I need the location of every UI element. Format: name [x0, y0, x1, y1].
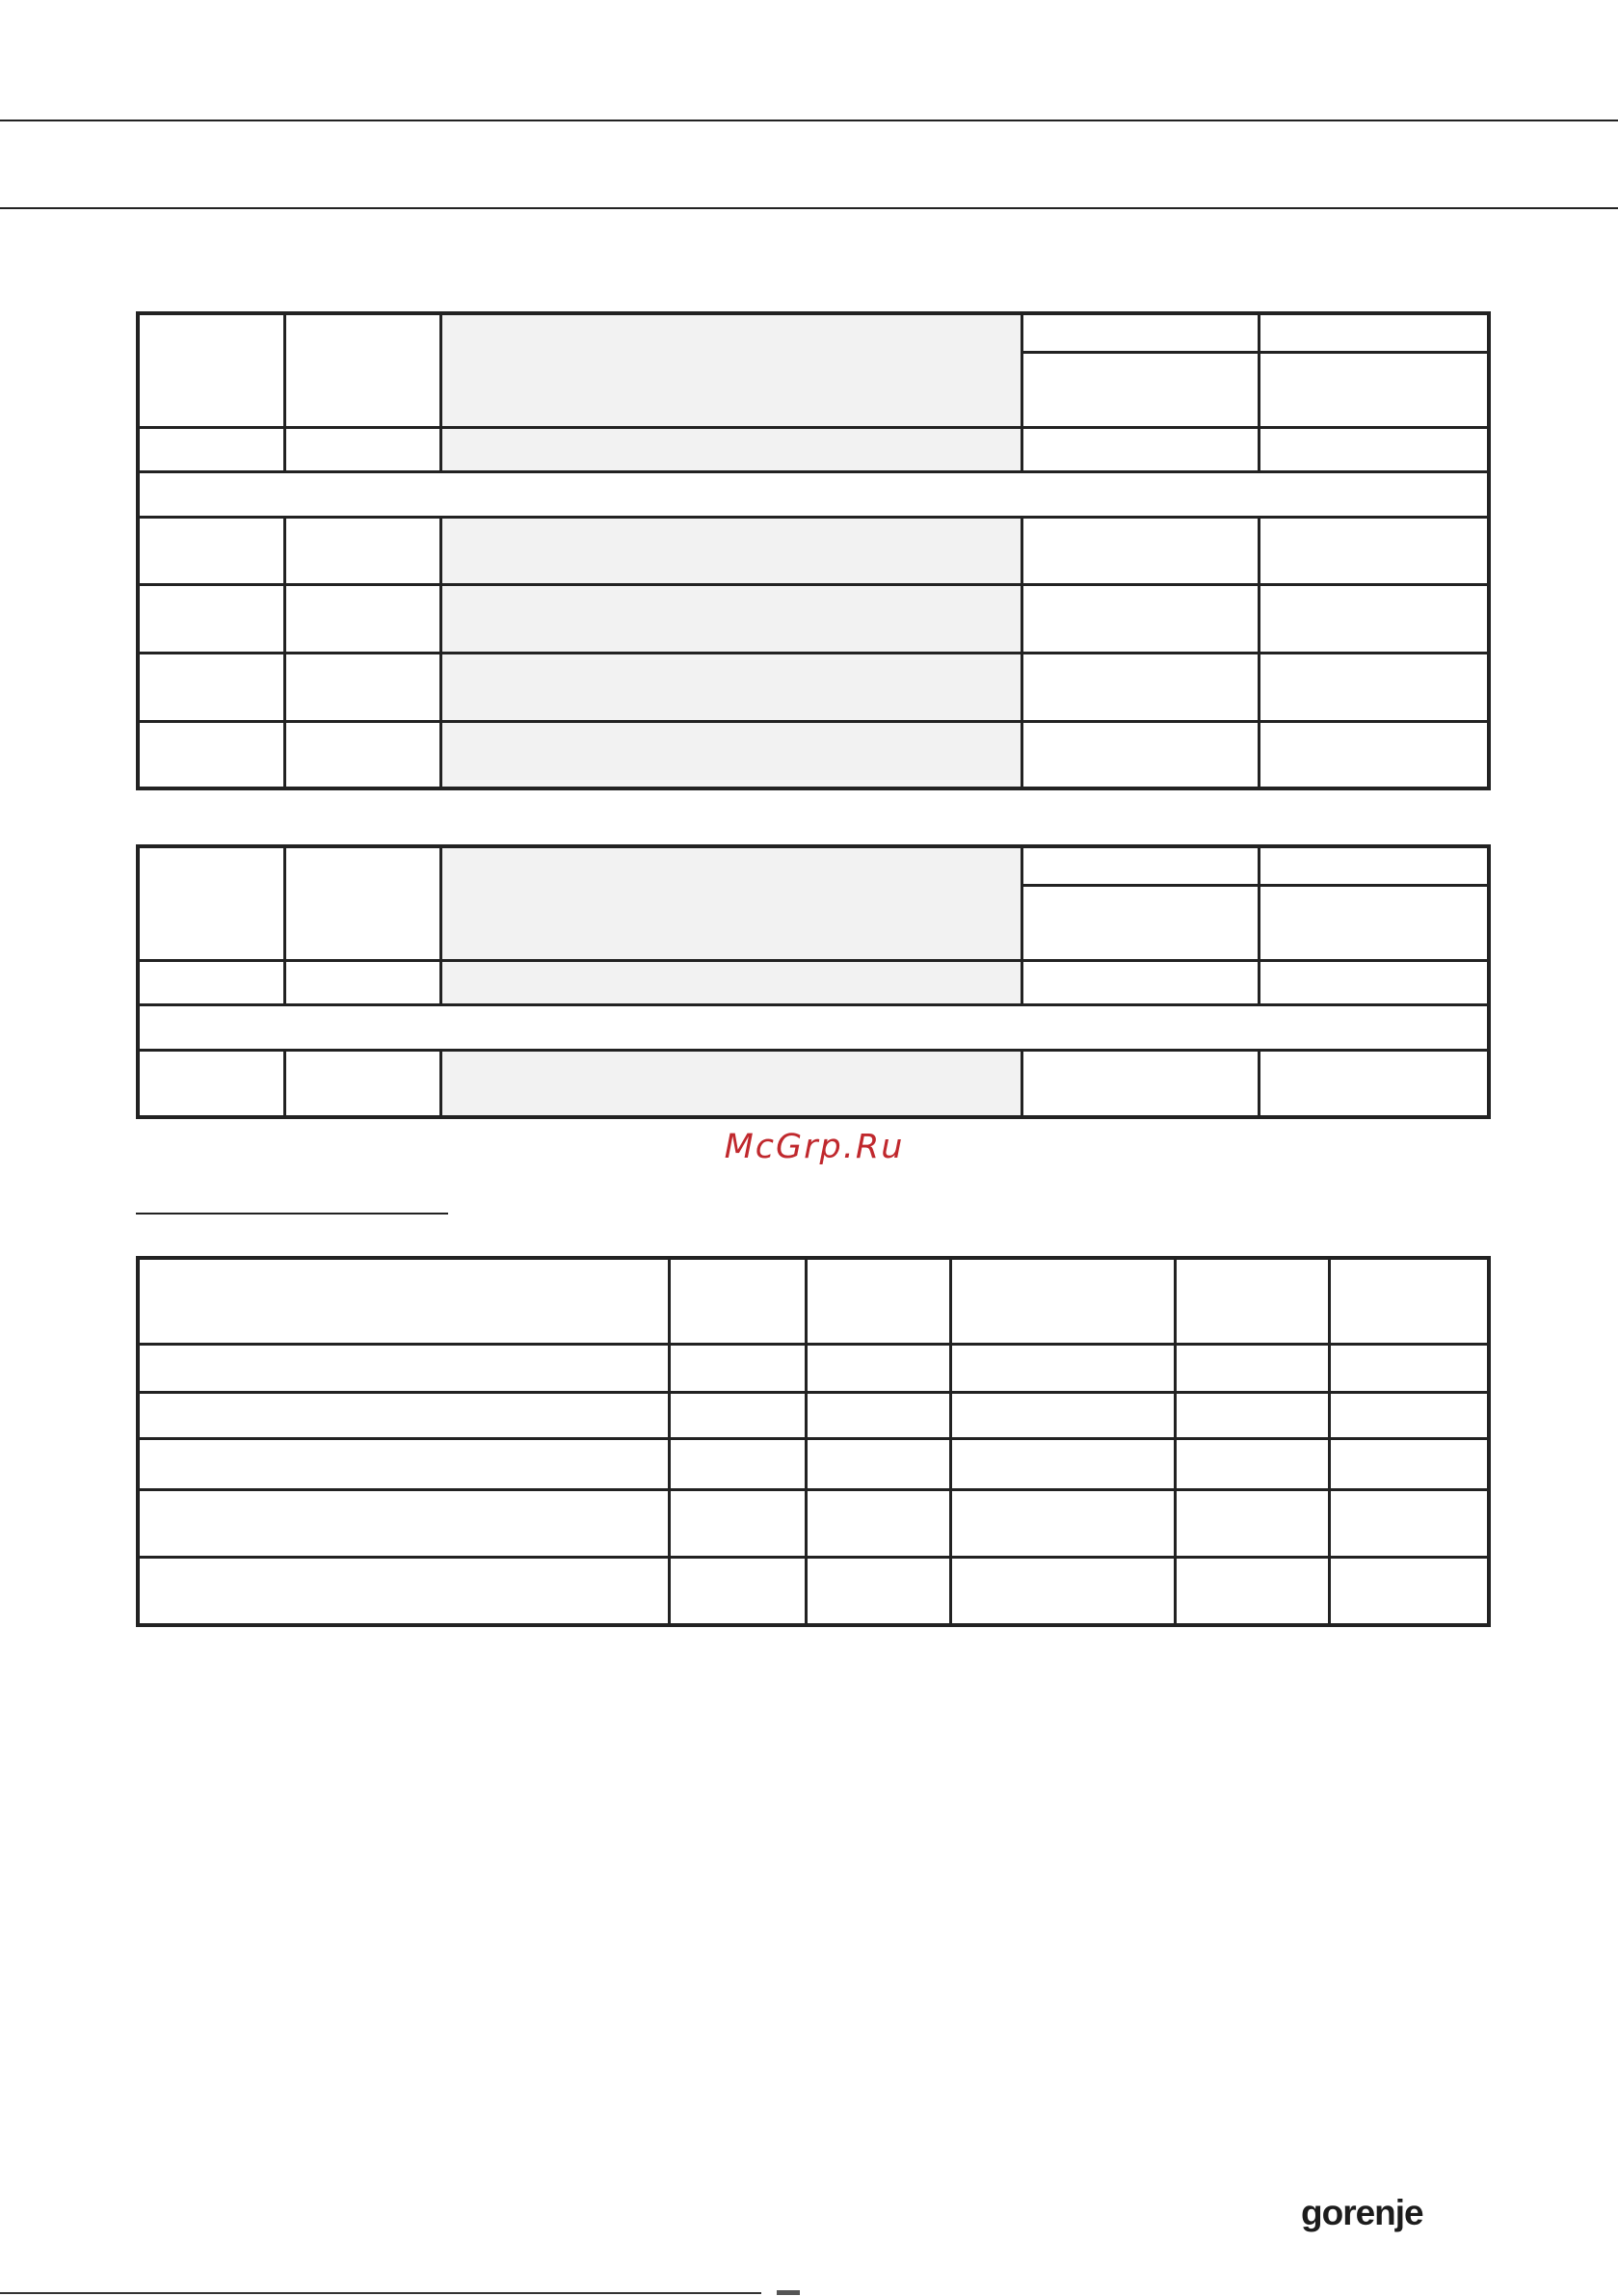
- table-cell: [806, 1344, 950, 1392]
- section-rule: [136, 1213, 448, 1215]
- table-cell: [1021, 885, 1259, 960]
- table-cell: [1021, 721, 1259, 788]
- table-cell: [806, 1258, 950, 1344]
- table-cell: [1259, 960, 1489, 1004]
- table-cell: [1259, 1050, 1489, 1117]
- table-section-cell: [138, 1004, 1489, 1050]
- table-cell: [1175, 1344, 1329, 1392]
- table-cell: [1175, 1438, 1329, 1489]
- table-cell: [440, 653, 1021, 721]
- header-top-rule: [0, 120, 1618, 121]
- table-cell: [950, 1557, 1175, 1625]
- table-cell: [1021, 517, 1259, 584]
- table-cell: [1021, 352, 1259, 427]
- table-row: [138, 960, 1489, 1004]
- table-cell: [138, 653, 284, 721]
- table-cell: [138, 427, 284, 471]
- table-cell: [950, 1344, 1175, 1392]
- table-cell: [1259, 885, 1489, 960]
- brand-logo: gorenje: [1301, 2193, 1423, 2232]
- table-row: [138, 1557, 1489, 1625]
- table-cell: [1259, 846, 1489, 885]
- table-2: [136, 844, 1491, 1119]
- table-cell: [1021, 960, 1259, 1004]
- table-row: [138, 1438, 1489, 1489]
- table-row: [138, 1489, 1489, 1557]
- table-cell: [950, 1258, 1175, 1344]
- table-cell: [1329, 1557, 1489, 1625]
- table-cell: [1021, 1050, 1259, 1117]
- table-cell: [284, 960, 440, 1004]
- table-cell: [669, 1392, 806, 1438]
- table-cell: [440, 721, 1021, 788]
- table-cell: [138, 1489, 669, 1557]
- table-cell: [138, 1392, 669, 1438]
- table-cell: [806, 1489, 950, 1557]
- table-cell: [806, 1392, 950, 1438]
- table-row: [138, 427, 1489, 471]
- table-3: [136, 1256, 1491, 1627]
- table-section-cell: [138, 471, 1489, 517]
- header-bottom-rule: [0, 207, 1618, 209]
- table-cell: [1259, 427, 1489, 471]
- table-cell: [1021, 584, 1259, 653]
- table-cell: [284, 653, 440, 721]
- table-row: [138, 517, 1489, 584]
- table-cell: [440, 584, 1021, 653]
- table-cell: [284, 721, 440, 788]
- table-cell: [1329, 1258, 1489, 1344]
- table-cell: [440, 517, 1021, 584]
- table-row: [138, 1258, 1489, 1344]
- table-cell: [440, 427, 1021, 471]
- table-row: [138, 653, 1489, 721]
- table-cell: [806, 1557, 950, 1625]
- table-cell: [138, 1050, 284, 1117]
- table-cell: [284, 1050, 440, 1117]
- table-cell: [1175, 1489, 1329, 1557]
- table-cell: [138, 721, 284, 788]
- table-cell: [138, 1557, 669, 1625]
- table-cell: [284, 313, 440, 427]
- table-cell: [138, 846, 284, 960]
- table-cell: [138, 313, 284, 427]
- table-cell: [950, 1392, 1175, 1438]
- watermark-text: McGrp.Ru: [724, 1128, 905, 1166]
- table-cell: [1329, 1344, 1489, 1392]
- table-row: [138, 1392, 1489, 1438]
- table-cell: [1259, 517, 1489, 584]
- table-cell: [440, 313, 1021, 427]
- table-cell: [1021, 313, 1259, 352]
- table-cell: [669, 1344, 806, 1392]
- table-cell: [1021, 427, 1259, 471]
- table-cell: [1259, 584, 1489, 653]
- table-cell: [950, 1438, 1175, 1489]
- table-row: [138, 1050, 1489, 1117]
- table-cell: [284, 427, 440, 471]
- table-cell: [1021, 846, 1259, 885]
- table-cell: [1329, 1438, 1489, 1489]
- table-cell: [138, 1258, 669, 1344]
- table-cell: [440, 1050, 1021, 1117]
- table-cell: [1259, 313, 1489, 352]
- table-cell: [1175, 1557, 1329, 1625]
- table-cell: [669, 1258, 806, 1344]
- table-cell: [669, 1438, 806, 1489]
- table-cell: [669, 1489, 806, 1557]
- table-row: [138, 584, 1489, 653]
- table-cell: [669, 1557, 806, 1625]
- table-cell: [950, 1489, 1175, 1557]
- table-row: [138, 1344, 1489, 1392]
- table-cell: [1259, 352, 1489, 427]
- table-row: [138, 471, 1489, 517]
- table-cell: [1259, 653, 1489, 721]
- table-cell: [284, 584, 440, 653]
- table-cell: [138, 517, 284, 584]
- footer-mark: [777, 2290, 800, 2295]
- table-cell: [1329, 1489, 1489, 1557]
- table-cell: [284, 846, 440, 960]
- table-cell: [1175, 1392, 1329, 1438]
- table-row: [138, 846, 1489, 885]
- table-cell: [1329, 1392, 1489, 1438]
- table-cell: [440, 846, 1021, 960]
- table-cell: [806, 1438, 950, 1489]
- table-cell: [138, 1344, 669, 1392]
- table-row: [138, 1004, 1489, 1050]
- table-row: [138, 721, 1489, 788]
- table-cell: [138, 584, 284, 653]
- table-cell: [1259, 721, 1489, 788]
- table-cell: [284, 517, 440, 584]
- table-cell: [1021, 653, 1259, 721]
- table-row: [138, 313, 1489, 352]
- footer-rule: [0, 2292, 761, 2294]
- table-cell: [440, 960, 1021, 1004]
- table-cell: [1175, 1258, 1329, 1344]
- table-cell: [138, 1438, 669, 1489]
- table-cell: [138, 960, 284, 1004]
- table-1: [136, 311, 1491, 790]
